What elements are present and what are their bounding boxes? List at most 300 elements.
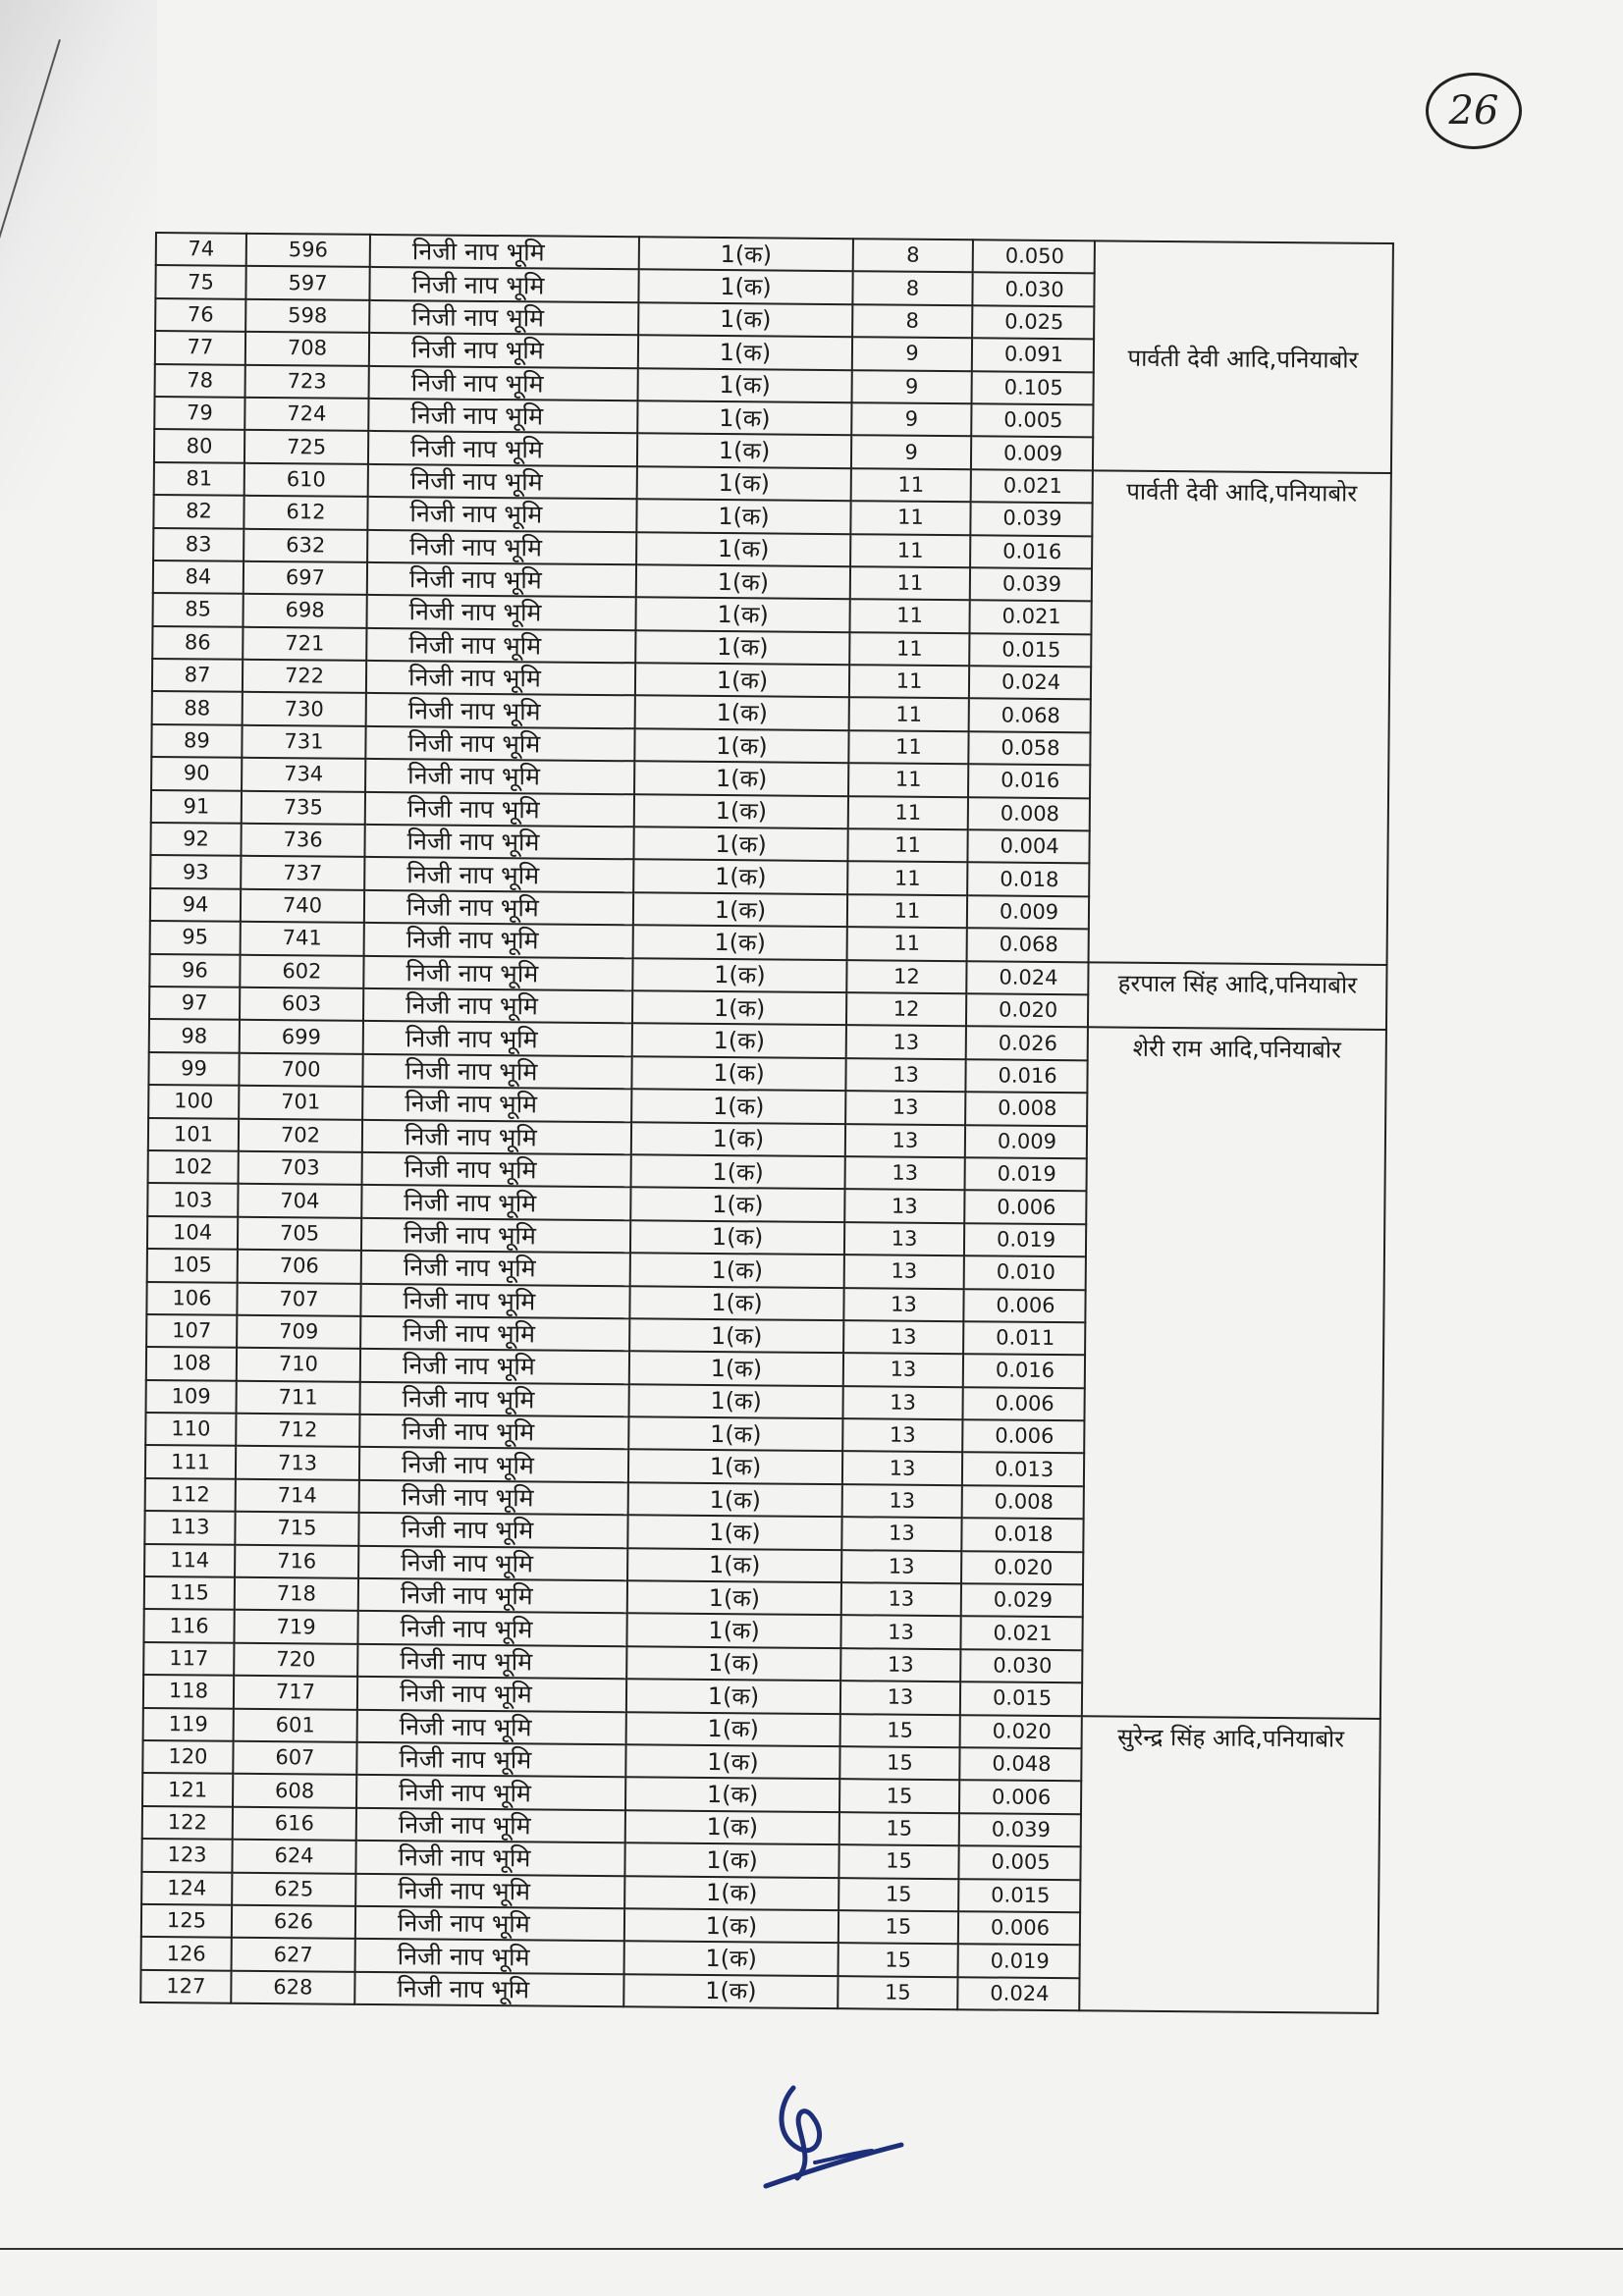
area-cell: 0.009 bbox=[967, 895, 1089, 929]
land-type-cell: निजी नाप भूमि bbox=[366, 693, 635, 728]
land-type-cell: निजी नाप भूमि bbox=[359, 1382, 628, 1417]
land-class-cell: 1(क) bbox=[638, 302, 852, 337]
land-type-cell: निजी नाप भूमि bbox=[362, 1087, 631, 1122]
land-class-cell: 1(क) bbox=[624, 1942, 839, 1976]
land-type-cell: निजी नाप भूमि bbox=[357, 1644, 626, 1680]
owner-name-cell: हरपाल सिंह आदि,पनियाबोर bbox=[1088, 962, 1387, 1030]
khasra-number-cell: 716 bbox=[235, 1544, 358, 1577]
khasra-number-cell: 719 bbox=[234, 1610, 357, 1643]
block-number-cell: 13 bbox=[841, 1582, 961, 1616]
land-class-cell: 1(क) bbox=[632, 1024, 846, 1058]
block-number-cell: 11 bbox=[848, 763, 968, 796]
land-type-cell: निजी नाप भूमि bbox=[359, 1415, 628, 1450]
land-type-cell: निजी नाप भूमि bbox=[356, 1742, 625, 1778]
area-cell: 0.006 bbox=[958, 1911, 1080, 1945]
land-class-cell: 1(क) bbox=[632, 990, 846, 1025]
land-class-cell: 1(क) bbox=[631, 1089, 845, 1123]
block-number-cell: 15 bbox=[839, 1780, 959, 1813]
land-class-cell: 1(क) bbox=[634, 762, 848, 796]
block-number-cell: 11 bbox=[847, 828, 967, 862]
khasra-number-cell: 721 bbox=[243, 626, 366, 660]
block-number-cell: 9 bbox=[851, 436, 971, 469]
block-number-cell: 13 bbox=[844, 1255, 964, 1288]
block-number-cell: 15 bbox=[839, 1910, 958, 1944]
serial-number-cell: 89 bbox=[151, 724, 242, 758]
land-class-cell: 1(क) bbox=[628, 1450, 842, 1484]
block-number-cell: 13 bbox=[844, 1189, 964, 1222]
area-cell: 0.015 bbox=[958, 1879, 1080, 1912]
block-number-cell: 13 bbox=[843, 1353, 963, 1386]
serial-number-cell: 99 bbox=[148, 1052, 239, 1086]
khasra-number-cell: 699 bbox=[240, 1020, 363, 1053]
area-cell: 0.005 bbox=[971, 403, 1093, 437]
khasra-number-cell: 700 bbox=[239, 1053, 362, 1087]
khasra-number-cell: 731 bbox=[242, 725, 365, 759]
khasra-number-cell: 703 bbox=[239, 1151, 362, 1185]
serial-number-cell: 123 bbox=[141, 1839, 232, 1872]
khasra-number-cell: 596 bbox=[246, 234, 370, 267]
area-cell: 0.006 bbox=[964, 1191, 1086, 1224]
area-cell: 0.006 bbox=[963, 1289, 1085, 1322]
khasra-number-cell: 710 bbox=[237, 1348, 360, 1381]
land-type-cell: निजी नाप भूमि bbox=[362, 1054, 631, 1090]
area-cell: 0.026 bbox=[966, 1027, 1088, 1060]
area-cell: 0.015 bbox=[969, 633, 1091, 667]
block-number-cell: 13 bbox=[842, 1484, 962, 1518]
area-cell: 0.105 bbox=[972, 371, 1094, 404]
area-cell: 0.021 bbox=[960, 1617, 1082, 1650]
land-class-cell: 1(क) bbox=[636, 564, 850, 599]
land-type-cell: निजी नाप भूमि bbox=[367, 497, 636, 532]
land-class-cell: 1(क) bbox=[629, 1286, 843, 1320]
land-class-cell: 1(क) bbox=[639, 237, 853, 271]
land-type-cell: निजी नाप भूमि bbox=[369, 365, 638, 400]
area-cell: 0.058 bbox=[968, 731, 1090, 765]
khasra-number-cell: 698 bbox=[243, 594, 366, 627]
land-class-cell: 1(क) bbox=[635, 696, 849, 730]
area-cell: 0.010 bbox=[964, 1255, 1086, 1289]
land-type-cell: निजी नाप भूमि bbox=[363, 1021, 632, 1056]
serial-number-cell: 79 bbox=[154, 397, 244, 430]
land-type-cell: निजी नाप भूमि bbox=[364, 923, 633, 958]
serial-number-cell: 92 bbox=[150, 823, 241, 856]
khasra-number-cell: 706 bbox=[238, 1250, 361, 1283]
land-type-cell: निजी नाप भूमि bbox=[366, 661, 635, 696]
area-cell: 0.030 bbox=[972, 273, 1094, 306]
serial-number-cell: 85 bbox=[152, 593, 243, 626]
land-type-cell: निजी नाप भूमि bbox=[363, 988, 632, 1024]
serial-number-cell: 118 bbox=[143, 1675, 234, 1708]
serial-number-cell: 98 bbox=[149, 1019, 240, 1052]
area-cell: 0.016 bbox=[963, 1355, 1085, 1388]
block-number-cell: 12 bbox=[846, 960, 966, 993]
land-type-cell: निजी नाप भूमि bbox=[364, 825, 633, 860]
block-number-cell: 8 bbox=[852, 272, 972, 305]
block-number-cell: 11 bbox=[848, 796, 968, 829]
area-cell: 0.020 bbox=[960, 1715, 1082, 1748]
khasra-number-cell: 607 bbox=[233, 1741, 356, 1775]
land-type-cell: निजी नाप भूमि bbox=[356, 1808, 625, 1843]
land-class-cell: 1(क) bbox=[628, 1384, 842, 1418]
block-number-cell: 11 bbox=[847, 927, 967, 960]
land-type-cell: निजी नाप भूमि bbox=[370, 235, 639, 270]
serial-number-cell: 82 bbox=[153, 495, 243, 528]
land-class-cell: 1(क) bbox=[631, 1154, 845, 1189]
block-number-cell: 13 bbox=[840, 1681, 960, 1714]
area-cell: 0.021 bbox=[971, 469, 1093, 503]
land-class-cell: 1(क) bbox=[627, 1548, 841, 1582]
land-type-cell: निजी नाप भूमि bbox=[368, 399, 637, 434]
serial-number-cell: 83 bbox=[153, 528, 243, 561]
khasra-number-cell: 598 bbox=[245, 299, 369, 333]
paper-shadow bbox=[0, 0, 157, 510]
block-number-cell: 13 bbox=[842, 1386, 962, 1419]
block-number-cell: 8 bbox=[852, 304, 972, 338]
land-type-cell: निजी नाप भूमि bbox=[361, 1185, 630, 1220]
block-number-cell: 13 bbox=[845, 1156, 965, 1190]
area-cell: 0.030 bbox=[960, 1649, 1082, 1682]
land-register-table bbox=[139, 232, 1394, 2014]
serial-number-cell: 104 bbox=[147, 1216, 238, 1250]
area-cell: 0.024 bbox=[966, 961, 1088, 994]
serial-number-cell: 125 bbox=[141, 1904, 232, 1938]
khasra-number-cell: 705 bbox=[238, 1216, 361, 1250]
land-type-cell: निजी नाप भूमि bbox=[369, 267, 638, 302]
khasra-number-cell: 627 bbox=[232, 1938, 355, 1971]
land-type-cell: निजी नाप भूमि bbox=[355, 1841, 624, 1876]
serial-number-cell: 109 bbox=[146, 1380, 237, 1414]
land-class-cell: 1(क) bbox=[635, 598, 849, 632]
land-type-cell: निजी नाप भूमि bbox=[361, 1251, 630, 1286]
area-cell: 0.008 bbox=[965, 1092, 1087, 1125]
serial-number-cell: 116 bbox=[143, 1609, 234, 1642]
serial-number-cell: 119 bbox=[143, 1708, 234, 1741]
khasra-number-cell: 735 bbox=[242, 790, 365, 824]
khasra-number-cell: 713 bbox=[236, 1446, 359, 1479]
serial-number-cell: 97 bbox=[149, 987, 240, 1020]
serial-number-cell: 113 bbox=[144, 1511, 235, 1544]
khasra-number-cell: 725 bbox=[244, 430, 368, 463]
land-class-cell: 1(क) bbox=[627, 1515, 841, 1549]
area-cell: 0.008 bbox=[968, 797, 1090, 830]
signature bbox=[756, 2076, 923, 2194]
area-cell: 0.039 bbox=[959, 1813, 1081, 1846]
land-type-cell: निजी नाप भूमि bbox=[355, 1939, 624, 1974]
area-cell: 0.013 bbox=[962, 1453, 1084, 1486]
serial-number-cell: 106 bbox=[146, 1281, 237, 1314]
land-class-cell: 1(क) bbox=[635, 630, 849, 665]
serial-number-cell: 74 bbox=[156, 233, 246, 266]
khasra-number-cell: 697 bbox=[243, 561, 367, 595]
land-class-cell: 1(क) bbox=[623, 1974, 838, 2008]
area-cell: 0.020 bbox=[966, 993, 1088, 1027]
land-type-cell: निजी नाप भूमि bbox=[365, 726, 634, 762]
khasra-number-cell: 616 bbox=[233, 1807, 356, 1841]
serial-number-cell: 126 bbox=[141, 1937, 232, 1970]
serial-number-cell: 77 bbox=[155, 331, 245, 364]
block-number-cell: 15 bbox=[840, 1714, 960, 1747]
serial-number-cell: 115 bbox=[144, 1576, 235, 1610]
area-cell: 0.024 bbox=[969, 666, 1091, 699]
land-class-cell: 1(क) bbox=[633, 925, 847, 959]
land-class-cell: 1(क) bbox=[626, 1679, 840, 1713]
land-class-cell: 1(क) bbox=[625, 1778, 839, 1812]
land-type-cell: निजी नाप भूमि bbox=[364, 857, 633, 892]
land-type-cell: निजी नाप भूमि bbox=[359, 1447, 628, 1482]
land-type-cell: निजी नाप भूमि bbox=[357, 1709, 626, 1744]
khasra-number-cell: 625 bbox=[232, 1872, 355, 1905]
block-number-cell: 15 bbox=[838, 1976, 957, 2009]
land-type-cell: निजी नाप भूमि bbox=[366, 595, 635, 630]
block-number-cell: 13 bbox=[845, 1091, 965, 1124]
land-class-cell: 1(क) bbox=[626, 1712, 840, 1746]
block-number-cell: 11 bbox=[850, 501, 970, 534]
land-register-body bbox=[140, 233, 1393, 2013]
serial-number-cell: 86 bbox=[152, 626, 243, 660]
land-type-cell: निजी नाप भूमि bbox=[362, 1152, 631, 1188]
khasra-number-cell: 702 bbox=[239, 1118, 362, 1151]
land-class-cell: 1(क) bbox=[637, 434, 851, 468]
serial-number-cell: 93 bbox=[150, 855, 241, 888]
block-number-cell: 11 bbox=[850, 566, 970, 600]
area-cell: 0.018 bbox=[967, 863, 1089, 896]
area-cell: 0.039 bbox=[970, 502, 1092, 535]
land-class-cell: 1(क) bbox=[637, 400, 851, 435]
khasra-number-cell: 736 bbox=[241, 824, 364, 857]
land-class-cell: 1(क) bbox=[630, 1253, 844, 1287]
area-cell: 0.039 bbox=[970, 567, 1092, 601]
block-number-cell: 15 bbox=[839, 1812, 959, 1845]
block-number-cell: 13 bbox=[841, 1550, 961, 1583]
area-cell: 0.009 bbox=[965, 1125, 1087, 1158]
land-type-cell: निजी नाप भूमि bbox=[355, 1906, 624, 1942]
land-class-cell: 1(क) bbox=[638, 270, 852, 304]
block-number-cell: 11 bbox=[849, 698, 969, 731]
serial-number-cell: 76 bbox=[155, 298, 245, 332]
owner-name-cell: पार्वती देवी आदि,पनियाबोर bbox=[1089, 470, 1391, 964]
block-number-cell: 11 bbox=[848, 730, 968, 764]
serial-number-cell: 100 bbox=[148, 1085, 239, 1118]
khasra-number-cell: 724 bbox=[244, 398, 368, 431]
serial-number-cell: 107 bbox=[146, 1314, 237, 1348]
land-type-cell: निजी नाप भूमि bbox=[360, 1316, 629, 1352]
khasra-number-cell: 610 bbox=[244, 463, 368, 497]
land-type-cell: निजी नाप भूमि bbox=[363, 955, 632, 990]
land-class-cell: 1(क) bbox=[637, 466, 851, 501]
bottom-edge-line bbox=[0, 2248, 1623, 2250]
serial-number-cell: 87 bbox=[152, 659, 243, 692]
khasra-number-cell: 715 bbox=[235, 1512, 358, 1545]
land-class-cell: 1(क) bbox=[636, 532, 850, 566]
khasra-number-cell: 711 bbox=[236, 1380, 359, 1414]
block-number-cell: 12 bbox=[846, 992, 966, 1026]
land-type-cell: निजी नाप भूमि bbox=[359, 1480, 628, 1516]
owner-name-cell: सुरेन्द्र सिंह आदि,पनियाबोर bbox=[1079, 1716, 1380, 2013]
land-class-cell: 1(क) bbox=[626, 1646, 840, 1681]
land-type-cell: निजी नाप भूमि bbox=[369, 300, 638, 336]
land-class-cell: 1(क) bbox=[628, 1416, 842, 1451]
area-cell: 0.048 bbox=[959, 1747, 1081, 1781]
area-cell: 0.050 bbox=[973, 240, 1095, 273]
khasra-number-cell: 722 bbox=[243, 660, 366, 693]
block-number-cell: 13 bbox=[842, 1418, 962, 1452]
serial-number-cell: 124 bbox=[141, 1871, 232, 1904]
khasra-number-cell: 601 bbox=[234, 1708, 357, 1741]
land-type-cell: निजी नाप भूमि bbox=[360, 1349, 629, 1384]
land-type-cell: निजी नाप भूमि bbox=[368, 464, 637, 500]
area-cell: 0.016 bbox=[970, 535, 1092, 568]
serial-number-cell: 114 bbox=[144, 1544, 235, 1577]
serial-number-cell: 75 bbox=[155, 265, 245, 298]
khasra-number-cell: 717 bbox=[234, 1676, 357, 1709]
land-type-cell: निजी नाप भूमि bbox=[355, 1873, 624, 1908]
land-class-cell: 1(क) bbox=[626, 1614, 840, 1648]
block-number-cell: 11 bbox=[847, 862, 967, 895]
khasra-number-cell: 718 bbox=[235, 1577, 358, 1611]
land-class-cell: 1(क) bbox=[630, 1188, 844, 1222]
area-cell: 0.005 bbox=[958, 1845, 1080, 1879]
block-number-cell: 13 bbox=[845, 1058, 965, 1092]
block-number-cell: 13 bbox=[843, 1320, 963, 1354]
serial-number-cell: 84 bbox=[153, 561, 243, 594]
khasra-number-cell: 741 bbox=[241, 922, 364, 955]
khasra-number-cell: 712 bbox=[236, 1414, 359, 1447]
area-cell: 0.019 bbox=[964, 1223, 1086, 1256]
khasra-number-cell: 597 bbox=[245, 266, 369, 299]
area-cell: 0.091 bbox=[972, 338, 1094, 371]
land-class-cell: 1(क) bbox=[632, 958, 846, 992]
land-type-cell: निजी नाप भूमि bbox=[358, 1578, 627, 1614]
block-number-cell: 11 bbox=[847, 894, 967, 928]
block-number-cell: 9 bbox=[852, 337, 972, 370]
owner-name-cell: पार्वती देवी आदि,पनियाबोर bbox=[1093, 240, 1393, 472]
land-class-cell: 1(क) bbox=[635, 663, 849, 697]
block-number-cell: 13 bbox=[843, 1288, 963, 1321]
land-type-cell: निजी नाप भूमि bbox=[357, 1677, 626, 1712]
land-class-cell: 1(क) bbox=[636, 499, 850, 533]
khasra-number-cell: 701 bbox=[239, 1086, 362, 1119]
land-class-cell: 1(क) bbox=[627, 1580, 841, 1615]
land-type-cell: निजी नाप भूमि bbox=[364, 890, 633, 926]
block-number-cell: 13 bbox=[845, 1124, 965, 1157]
serial-number-cell: 91 bbox=[151, 790, 242, 824]
land-class-cell: 1(क) bbox=[633, 827, 847, 861]
block-number-cell: 13 bbox=[840, 1648, 960, 1682]
land-class-cell: 1(क) bbox=[625, 1810, 839, 1844]
khasra-number-cell: 612 bbox=[243, 496, 367, 529]
block-number-cell: 11 bbox=[851, 468, 971, 502]
area-cell: 0.004 bbox=[967, 829, 1089, 863]
khasra-number-cell: 709 bbox=[237, 1315, 360, 1349]
land-type-cell: निजी नाप भूमि bbox=[360, 1283, 629, 1318]
khasra-number-cell: 708 bbox=[245, 332, 369, 365]
land-class-cell: 1(क) bbox=[624, 1842, 839, 1877]
khasra-number-cell: 707 bbox=[237, 1282, 360, 1315]
block-number-cell: 9 bbox=[851, 402, 971, 436]
khasra-number-cell: 628 bbox=[231, 1970, 354, 2003]
serial-number-cell: 96 bbox=[149, 954, 240, 988]
block-number-cell: 15 bbox=[839, 1844, 958, 1878]
khasra-number-cell: 602 bbox=[240, 954, 363, 988]
land-class-cell: 1(क) bbox=[638, 368, 852, 402]
khasra-number-cell: 714 bbox=[236, 1479, 359, 1513]
land-class-cell: 1(क) bbox=[634, 728, 848, 763]
land-type-cell: निजी नाप भूमि bbox=[357, 1611, 626, 1646]
khasra-number-cell: 608 bbox=[233, 1774, 356, 1807]
block-number-cell: 13 bbox=[841, 1517, 961, 1550]
serial-number-cell: 94 bbox=[150, 888, 241, 922]
area-cell: 0.019 bbox=[965, 1157, 1087, 1191]
land-class-cell: 1(क) bbox=[629, 1352, 843, 1386]
serial-number-cell: 112 bbox=[145, 1478, 236, 1512]
khasra-number-cell: 632 bbox=[243, 528, 367, 561]
land-class-cell: 1(क) bbox=[638, 335, 852, 369]
area-cell: 0.019 bbox=[958, 1945, 1080, 1978]
serial-number-cell: 101 bbox=[148, 1118, 239, 1151]
serial-number-cell: 90 bbox=[151, 757, 242, 790]
khasra-number-cell: 626 bbox=[232, 1905, 355, 1939]
block-number-cell: 13 bbox=[846, 1026, 966, 1059]
land-class-cell: 1(क) bbox=[630, 1220, 844, 1255]
serial-number-cell: 81 bbox=[154, 462, 244, 496]
land-class-cell: 1(क) bbox=[624, 1876, 839, 1910]
area-cell: 0.021 bbox=[969, 601, 1091, 634]
land-type-cell: निजी नाप भूमि bbox=[356, 1775, 625, 1810]
khasra-number-cell: 734 bbox=[242, 758, 365, 791]
serial-number-cell: 95 bbox=[150, 921, 241, 954]
serial-number-cell: 80 bbox=[154, 429, 244, 462]
land-type-cell: निजी नाप भूमि bbox=[368, 431, 637, 466]
area-cell: 0.006 bbox=[962, 1419, 1084, 1453]
khasra-number-cell: 723 bbox=[245, 364, 369, 398]
area-cell: 0.006 bbox=[959, 1781, 1081, 1814]
block-number-cell: 13 bbox=[844, 1222, 964, 1255]
area-cell: 0.020 bbox=[961, 1551, 1083, 1584]
khasra-number-cell: 730 bbox=[243, 692, 366, 725]
block-number-cell: 13 bbox=[842, 1452, 962, 1485]
serial-number-cell: 88 bbox=[152, 691, 243, 724]
khasra-number-cell: 603 bbox=[240, 988, 363, 1021]
area-cell: 0.011 bbox=[963, 1321, 1085, 1355]
serial-number-cell: 102 bbox=[148, 1150, 239, 1184]
land-type-cell: निजी नाप भूमि bbox=[369, 333, 638, 368]
land-class-cell: 1(क) bbox=[633, 860, 847, 894]
area-cell: 0.068 bbox=[969, 699, 1091, 732]
area-cell: 0.006 bbox=[962, 1387, 1084, 1420]
area-cell: 0.008 bbox=[962, 1485, 1084, 1519]
land-class-cell: 1(क) bbox=[628, 1482, 842, 1517]
land-class-cell: 1(क) bbox=[634, 794, 848, 828]
block-number-cell: 11 bbox=[849, 599, 969, 632]
serial-number-cell: 121 bbox=[142, 1773, 233, 1806]
block-number-cell: 8 bbox=[853, 239, 973, 272]
khasra-number-cell: 740 bbox=[241, 889, 364, 923]
page-number: 26 bbox=[1426, 73, 1522, 149]
land-type-cell: निजी नाप भूमि bbox=[366, 628, 635, 664]
block-number-cell: 11 bbox=[850, 534, 970, 567]
land-class-cell: 1(क) bbox=[633, 892, 847, 927]
block-number-cell: 9 bbox=[852, 370, 972, 403]
land-type-cell: निजी नाप भूमि bbox=[367, 529, 636, 564]
khasra-number-cell: 720 bbox=[234, 1643, 357, 1677]
land-type-cell: निजी नाप भूमि bbox=[365, 759, 634, 794]
area-cell: 0.024 bbox=[957, 1977, 1079, 2010]
land-type-cell: निजी नाप भूमि bbox=[361, 1218, 630, 1254]
land-type-cell: निजी नाप भूमि bbox=[358, 1545, 627, 1580]
land-class-cell: 1(क) bbox=[624, 1908, 839, 1943]
area-cell: 0.016 bbox=[968, 764, 1090, 797]
land-type-cell: निजी नाप भूमि bbox=[362, 1119, 631, 1154]
